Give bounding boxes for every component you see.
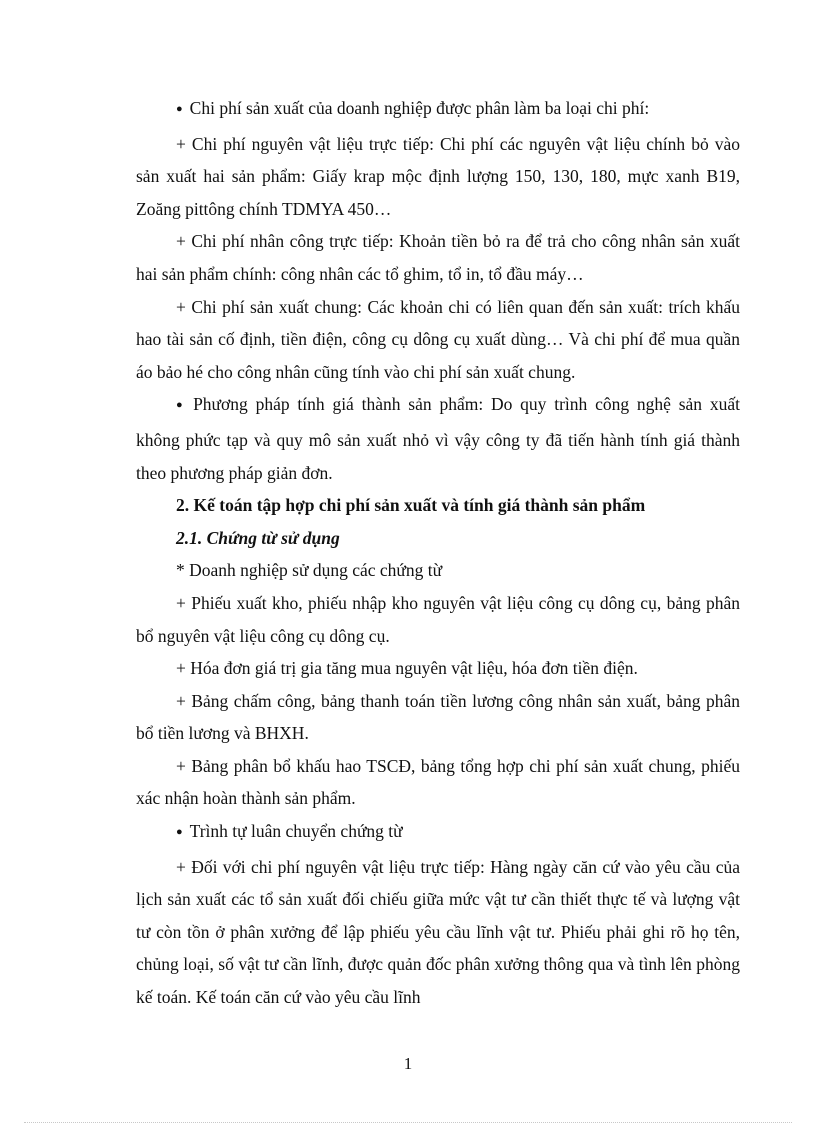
paragraph-overhead: + Chi phí sản xuất chung: Các khoản chi có liên quan đến sản xuất: trích khấu hao tài sản cố định, tiền điện, công cụ dông cụ xuất dùng… Và chi phí để mua quần áo bảo hé cho công nhân cũng tính vào chi phí sản xuất chung. xyxy=(136,296,740,382)
bullet-paragraph-document-flow: ● Trình tự luân chuyển chứng từ xyxy=(136,815,740,851)
paragraph-documents-intro: * Doanh nghiệp sử dụng các chứng từ xyxy=(176,560,443,581)
paragraph-warehouse-slips: + Phiếu xuất kho, phiếu nhập kho nguyên vật liệu công cụ dông cụ, bảng phân bổ nguyên vật liệu công cụ dông cụ. xyxy=(136,592,740,646)
page-content xyxy=(136,92,740,1014)
section-heading: 2. Kế toán tập hợp chi phí sản xuất và tính giá thành sản phẩm xyxy=(176,495,646,516)
paragraph-materials-flow: + Đối với chi phí nguyên vật liệu trực tiếp: Hàng ngày căn cứ vào yêu cầu của lịch sản xuất các tổ sản xuất đối chiếu giữa mức vật tư cần thiết thực tế và lượng vật tư còn tồn ở phân xưởng để lập phiếu yêu cầu lĩnh vật tư. Phiếu phải ghi rõ họ tên, chủng loại, số vật tư cần lĩnh, được quản đốc phân xưởng thông qua và tình lên phòng kế toán. Kế toán căn cứ vào yêu cầu lĩnh xyxy=(136,856,740,1008)
paragraph-timesheet: + Bảng chấm công, bảng thanh toán tiền lương công nhân sản xuất, bảng phân bổ tiền lương và BHXH. xyxy=(136,690,740,744)
bullet-paragraph-cost-types: ● Chi phí sản xuất của doanh nghiệp được phân làm ba loại chi phí: xyxy=(136,92,740,128)
page-number: 1 xyxy=(403,1054,413,1073)
bullet-paragraph-costing-method: ● Phương pháp tính giá thành sản phẩm: Do quy trình công nghệ sản xuất không phức tạp và quy mô sản xuất nhỏ vì vậy công ty đã tiến hành tính giá thành theo phương pháp giản đơn. xyxy=(136,388,740,489)
subsection-heading: 2.1. Chứng từ sử dụng xyxy=(176,527,340,548)
paragraph-direct-labor: + Chi phí nhân công trực tiếp: Khoản tiền bỏ ra để trả cho công nhân sản xuất hai sản phẩm chính: công nhân các tổ ghim, tổ in, tổ đầu máy… xyxy=(136,231,740,284)
paragraph-vat-invoice: + Hóa đơn giá trị gia tăng mua nguyên vật liệu, hóa đơn tiền điện. xyxy=(176,658,638,679)
paragraph-depreciation: + Bảng phân bổ khấu hao TSCĐ, bảng tổng hợp chi phí sản xuất chung, phiếu xác nhận hoàn thành sản phẩm. xyxy=(136,755,740,809)
paragraph-direct-materials: + Chi phí nguyên vật liệu trực tiếp: Chi phí các nguyên vật liệu chính bỏ vào sản xuất hai sản phẩm: Giấy krap mộc định lượng 150, 130, 180, mực xanh B19, Zoăng pittông chính TDMYA 450… xyxy=(136,133,740,219)
